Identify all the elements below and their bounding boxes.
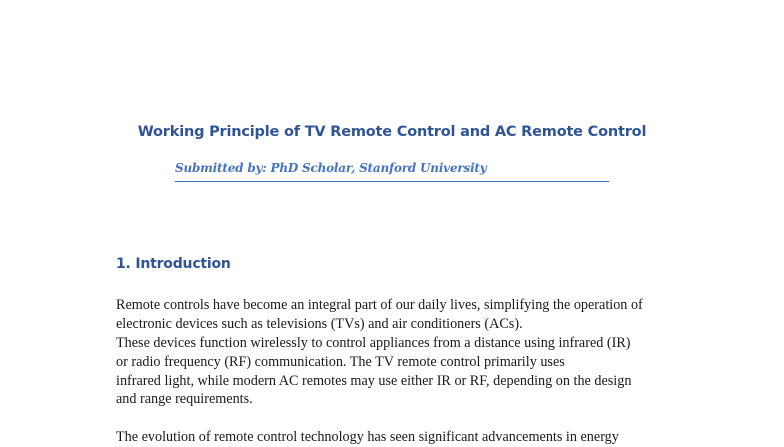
paragraph-line: Remote controls have become an integral part of our daily lives, simplifying the operation of	[116, 297, 643, 313]
paragraph-line: These devices function wirelessly to control appliances from a distance using infrared (IR)	[116, 334, 631, 351]
paragraph-spacer	[116, 409, 686, 428]
document-subtitle: Submitted by: PhD Scholar, Stanford University	[175, 161, 487, 175]
paragraph-line: and range requirements.	[116, 391, 253, 408]
document-title: Working Principle of TV Remote Control and AC Remote Control	[137, 124, 647, 140]
next-paragraph-line: The evolution of remote control technology has seen significant advancements in energy	[116, 429, 619, 446]
introduction-paragraph	[116, 296, 686, 447]
paragraph-line: or radio frequency (RF) communication. The TV remote control primarily uses	[116, 353, 565, 370]
paragraph-line: infrared light, while modern AC remotes may use either IR or RF, depending on the design	[116, 372, 632, 389]
paragraph-line: electronic devices such as televisions (TVs) and air conditioners (ACs).	[116, 315, 523, 332]
section-heading-introduction: 1. Introduction	[116, 256, 231, 272]
subtitle-underline-divider	[175, 181, 609, 182]
